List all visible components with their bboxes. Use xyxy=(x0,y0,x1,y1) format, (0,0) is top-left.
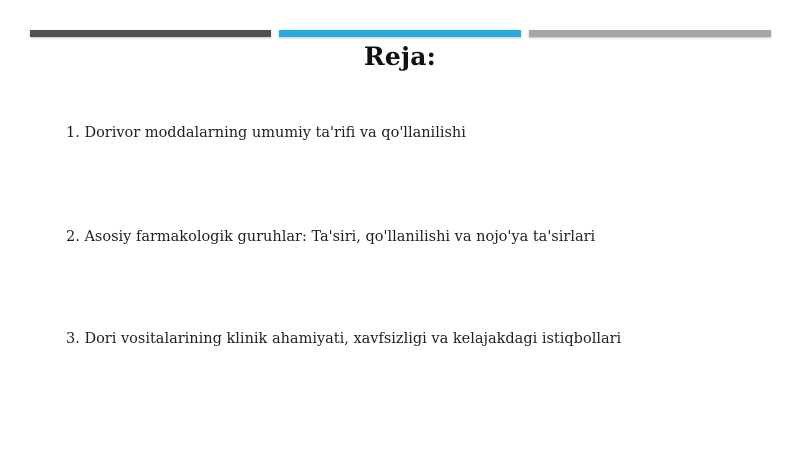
plan-item-3: 3. Dori vositalarining klinik ahamiyati, xavfsizligi va kelajakdagi istiqbollari xyxy=(66,331,622,347)
accent-bar-blue xyxy=(279,30,521,37)
plan-item-1: 1. Dorivor moddalarning umumiy ta'rifi va qo'llanilishi xyxy=(66,125,466,141)
accent-bar-gray xyxy=(529,30,771,37)
top-accent-bars xyxy=(30,30,770,38)
accent-bar-dark xyxy=(30,30,271,37)
slide-title: Reja: xyxy=(363,42,437,71)
plan-item-2: 2. Asosiy farmakologik guruhlar: Ta'siri, qo'llanilishi va nojo'ya ta'sirlari xyxy=(66,229,596,245)
